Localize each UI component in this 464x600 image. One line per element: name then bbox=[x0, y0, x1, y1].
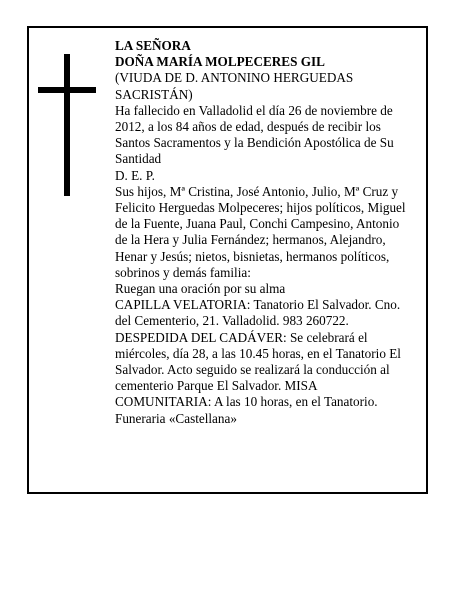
funeral-home: Funeraria «Castellana» bbox=[115, 410, 237, 426]
cross-vertical-bar bbox=[64, 54, 70, 196]
obituary-text bbox=[115, 38, 413, 427]
widow-of: (VIUDA DE D. ANTONINO HERGUEDAS SACRISTÁN) bbox=[115, 70, 354, 102]
rip: D. E. P. bbox=[115, 167, 155, 183]
prayer-request: Ruegan una oración por su alma bbox=[115, 281, 286, 297]
farewell-info: DESPEDIDA DEL CADÁVER: Se celebrará el miércoles, día 28, a las 10.45 horas, en el Tanatorio El Salvador. Acto seguido se realizará la conducción al cementerio Parque El Salvador. MISA COMUNITARIA: A las 10 horas, en el Tanatorio. bbox=[115, 329, 401, 410]
notice-title: LA SEÑORA bbox=[115, 38, 191, 53]
deceased-name: DOÑA MARÍA MOLPECERES GIL bbox=[115, 54, 325, 70]
cross-horizontal-bar bbox=[38, 87, 96, 93]
cross-icon bbox=[38, 54, 96, 196]
wake-info: CAPILLA VELATORIA: Tanatorio El Salvador. Cno. del Cementerio, 21. Valladolid. 983 260722. bbox=[115, 297, 401, 329]
family-list: Sus hijos, Mª Cristina, José Antonio, Julio, Mª Cruz y Felicito Herguedas Molpeceres; hijos políticos, Miguel de la Fuente, Juana Paul, Conchi Campesino, Antonio de la Hera y Julia Fernández; hermanos, Alejandro, Henar y Jesús; nietos, bisnietas, hermanos políticos, sobrinos y demás familia: bbox=[115, 183, 406, 280]
death-info: Ha fallecido en Valladolid el día 26 de noviembre de 2012, a los 84 años de edad, después de recibir los Santos Sacramentos y la Bendición Apostólica de Su Santidad bbox=[115, 102, 394, 167]
